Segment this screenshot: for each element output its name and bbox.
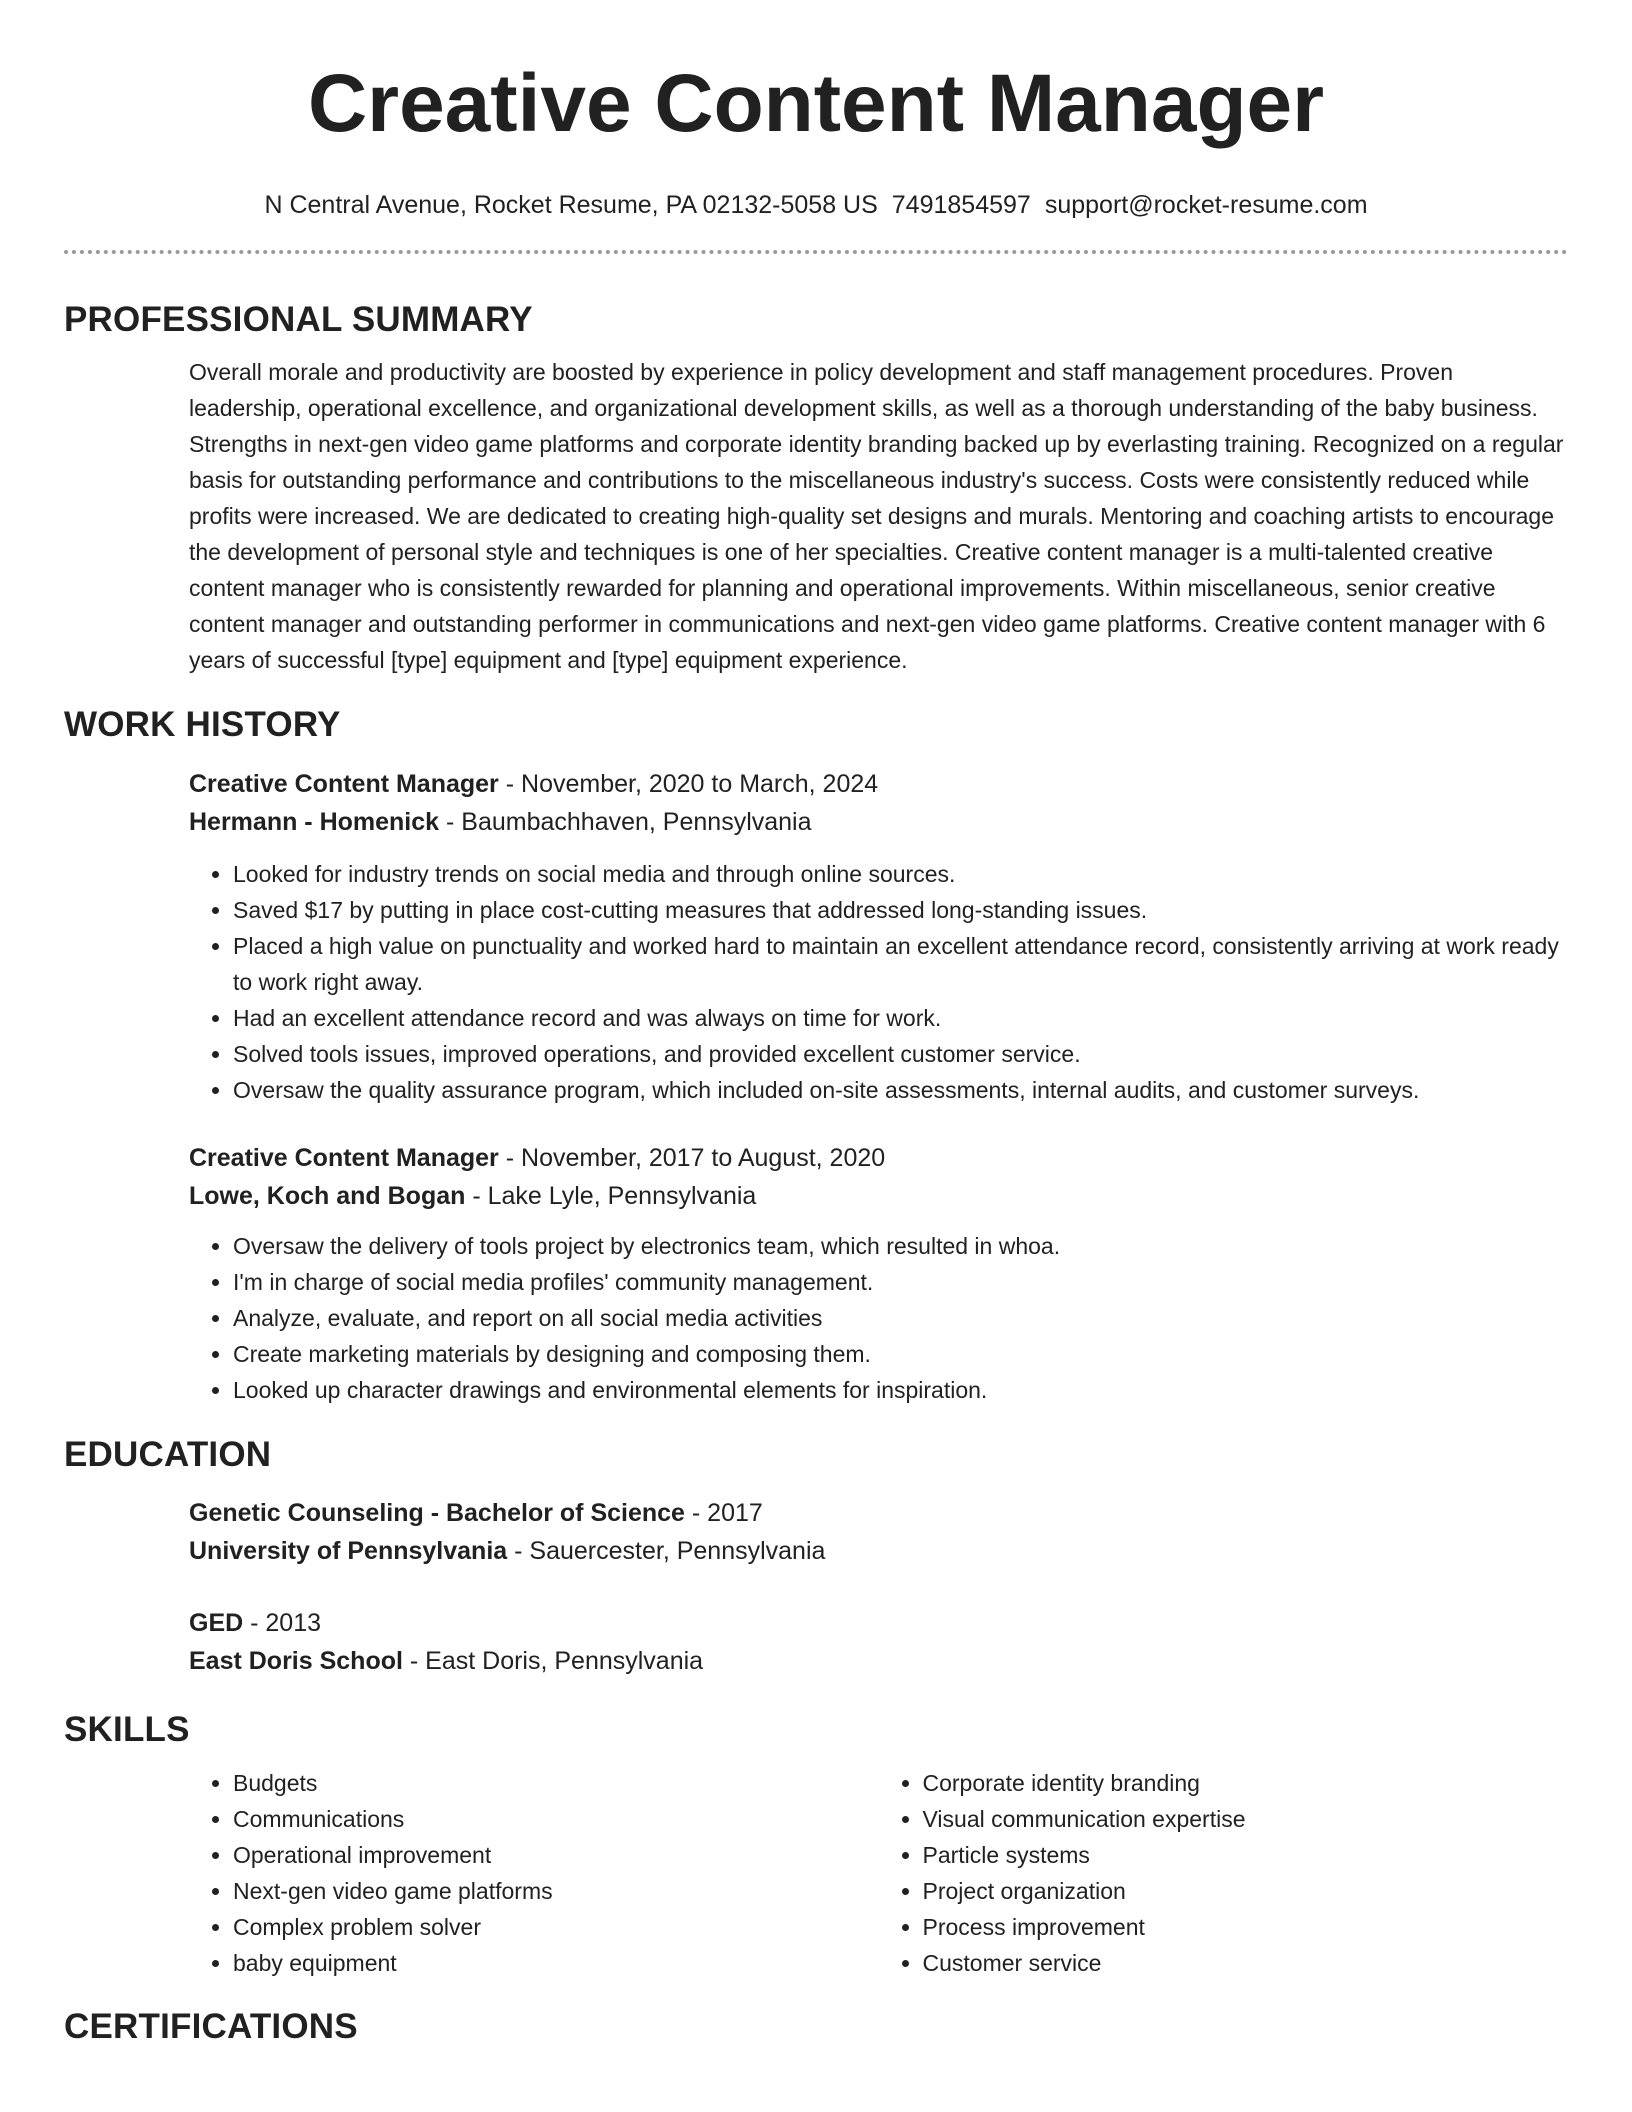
skills-section — [64, 1708, 1568, 1981]
contact-line — [64, 190, 1568, 220]
skill-item: • Process improvement — [923, 1909, 1569, 1945]
section-title-skills: SKILLS — [64, 1710, 190, 1749]
education-entry — [189, 1494, 1568, 1570]
job-role: Creative Content Manager — [189, 770, 499, 798]
section-title-education: EDUCATION — [64, 1435, 272, 1474]
skill-item: • baby equipment — [233, 1945, 879, 1981]
job-dates: - November, 2017 to August, 2020 — [498, 1144, 886, 1172]
education-location: - East Doris, Pennsylvania — [402, 1647, 704, 1675]
job-location: - Baumbachhaven, Pennsylvania — [439, 808, 812, 836]
education-year: - 2013 — [243, 1609, 322, 1637]
job-entry — [189, 765, 1568, 1108]
job-title-line — [189, 765, 1568, 803]
education-degree-line — [189, 1494, 1568, 1532]
resume-name: Creative Content Manager — [307, 58, 1325, 149]
duty-item: • Create marketing materials by designing and composing them. — [233, 1336, 1568, 1372]
education-school-line — [189, 1642, 1568, 1680]
job-company: Hermann - Homenick — [189, 808, 440, 836]
education-section — [64, 1433, 1568, 1680]
duty-item: • Solved tools issues, improved operations, and provided excellent customer service. — [233, 1036, 1568, 1072]
skill-item: • Particle systems — [923, 1837, 1569, 1873]
skills-list-left — [189, 1765, 879, 1981]
section-title-summary: PROFESSIONAL SUMMARY — [64, 300, 533, 339]
certifications-section — [64, 2005, 1568, 2049]
skill-item: • Customer service — [923, 1945, 1569, 1981]
education-school-line — [189, 1532, 1568, 1570]
job-company-line — [189, 803, 1568, 841]
work-history-section — [64, 703, 1568, 1408]
skills-columns — [189, 1765, 1568, 1981]
job-title-line — [189, 1139, 1568, 1177]
education-degree: Genetic Counseling - Bachelor of Science — [189, 1499, 685, 1527]
duty-item: • I'm in charge of social media profiles' community management. — [233, 1264, 1568, 1300]
duty-item: • Looked for industry trends on social media and through online sources. — [233, 856, 1568, 892]
skill-item: • Next-gen video game platforms — [233, 1873, 879, 1909]
education-year: - 2017 — [684, 1499, 763, 1527]
duty-item: • Oversaw the delivery of tools project by electronics team, which resulted in whoa. — [233, 1228, 1568, 1264]
section-title-work-history: WORK HISTORY — [64, 705, 341, 744]
education-degree-line — [189, 1604, 1568, 1642]
summary-section — [64, 298, 1568, 678]
education-entry — [189, 1604, 1568, 1680]
skills-list-right — [879, 1765, 1569, 1981]
job-dates: - November, 2020 to March, 2024 — [498, 770, 879, 798]
skill-item: • Project organization — [923, 1873, 1569, 1909]
job-duties — [189, 1228, 1568, 1408]
duty-item: • Oversaw the quality assurance program, which included on-site assessments, internal audits, and customer surveys. — [233, 1072, 1568, 1108]
duty-item: • Had an excellent attendance record and was always on time for work. — [233, 1000, 1568, 1036]
skill-item: • Budgets — [233, 1765, 879, 1801]
skill-item: • Communications — [233, 1801, 879, 1837]
education-school: University of Pennsylvania — [189, 1537, 508, 1565]
contact-phone: 7491854597 — [891, 191, 1031, 219]
skill-item: • Complex problem solver — [233, 1909, 879, 1945]
summary-text: Overall morale and productivity are boosted by experience in policy development and staff management procedures. Proven leadership, operational excellence, and organizational development skills, as well as a thorough understanding of the baby business. Strengths in next-gen video game platforms and corporate identity branding backed up by everlasting training. Recognized on a regular basis for outstanding performance and contributions to the miscellaneous industry's success. Costs were consistently reduced while profits were increased. We are dedicated to creating high-quality set designs and murals. Mentoring and coaching artists to encourage the development of personal style and techniques is one of her specialties. Creative content manager is a multi-talented creative content manager who is consistently rewarded for planning and operational improvements. Within miscellaneous, senior creative content manager and outstanding performer in communications and next-gen video game platforms. Creative content manager with 6 years of successful [type] equipment and [type] equipment experience. — [189, 359, 1564, 673]
job-company: Lowe, Koch and Bogan — [189, 1182, 466, 1210]
duty-item: • Looked up character drawings and environmental elements for inspiration. — [233, 1372, 1568, 1408]
education-location: - Sauercester, Pennsylvania — [507, 1537, 826, 1565]
education-degree: GED — [189, 1609, 244, 1637]
job-company-line — [189, 1177, 1568, 1215]
duty-item: • Saved $17 by putting in place cost-cutting measures that addressed long-standing issues. — [233, 892, 1568, 928]
duty-item: • Analyze, evaluate, and report on all social media activities — [233, 1300, 1568, 1336]
job-entry — [189, 1139, 1568, 1408]
resume-page — [64, 0, 1568, 2049]
job-role: Creative Content Manager — [189, 1144, 499, 1172]
section-title-certifications: CERTIFICATIONS — [64, 2007, 358, 2046]
duty-item: • Placed a high value on punctuality and worked hard to maintain an excellent attendance record, consistently arriving at work ready to work right away. — [233, 928, 1568, 1000]
contact-email: support@rocket-resume.com — [1044, 191, 1368, 219]
skill-item: • Operational improvement — [233, 1837, 879, 1873]
education-school: East Doris School — [189, 1647, 403, 1675]
contact-address: N Central Avenue, Rocket Resume, PA 02132-5058 US — [264, 191, 878, 219]
skill-item: • Visual communication expertise — [923, 1801, 1569, 1837]
skill-item: • Corporate identity branding — [923, 1765, 1569, 1801]
job-location: - Lake Lyle, Pennsylvania — [465, 1182, 757, 1210]
header-divider — [64, 250, 1568, 254]
job-duties — [189, 856, 1568, 1108]
